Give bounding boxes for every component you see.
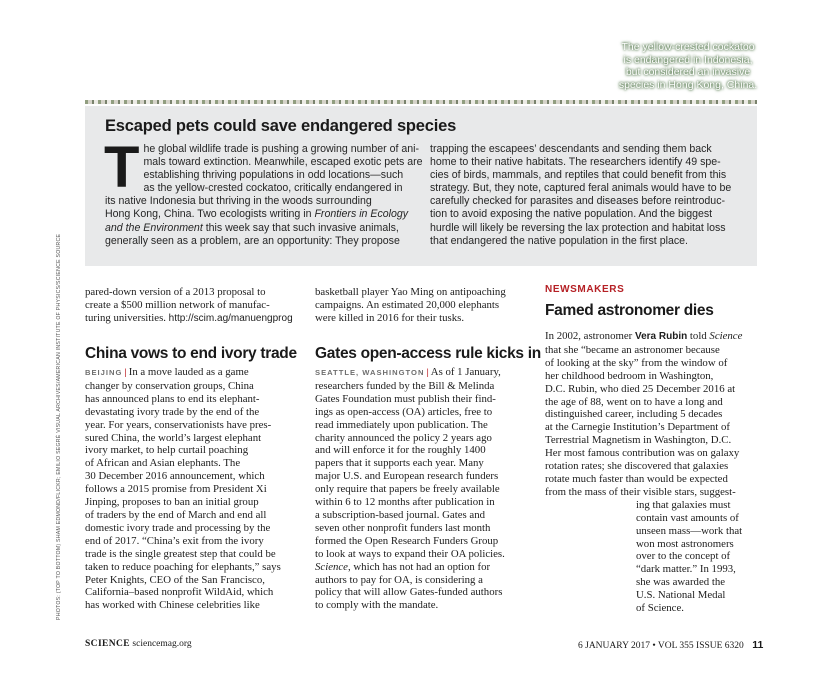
text-line: authors to pay for OA, is considering a (315, 573, 483, 586)
text-line: basketball player Yao Ming on antipoaching (315, 286, 506, 298)
text-line: follows a 2015 promise from President Xi (85, 483, 267, 496)
page-number: 11 (752, 639, 764, 651)
text-line: sured China, the world’s largest elephant (85, 431, 262, 444)
text-line: at the Carnegie Institution’s Department of (545, 421, 730, 434)
article-link[interactable]: http://scim.ag/manuengprog (168, 312, 293, 324)
gates-headline: Gates open-access rule kicks in (315, 345, 541, 362)
text-line: California–based nonprofit WildAid, which (85, 586, 274, 599)
issue-info: 6 JANUARY 2017 • VOL 355 ISSUE 6320 (578, 641, 744, 651)
text-line: devastating ivory trade by the end of the (85, 405, 260, 418)
text-line: its native Indonesia but thriving in the woods surrounding (105, 195, 372, 208)
text-line: has announced plans to end its elephant- (85, 392, 260, 405)
text-line: her childhood bedroom in Washington, (545, 369, 714, 382)
text-line: formed the Open Research Funders Group (315, 534, 499, 547)
text-line (105, 222, 415, 235)
text-line: U.S. National Medal (636, 589, 726, 602)
text-line: to comply with the mandate. (315, 599, 439, 612)
feature-box-column-2 (430, 143, 742, 248)
feature-box-title: Escaped pets could save endangered species (105, 117, 457, 135)
text-line: won most astronomers (636, 537, 734, 550)
column-2-intro (315, 286, 530, 325)
text-line: “dark matter.” In 1993, (636, 563, 736, 576)
text-line: ings as open-access (OA) articles, free to (315, 405, 493, 418)
journal-title: SCIENCE (85, 639, 131, 649)
footer-left (85, 639, 192, 649)
text-line: has worked with Chinese celebrities like (85, 599, 260, 612)
text-line: from the mass of their visible stars, suggest- (545, 485, 736, 498)
dateline-separator: | (426, 367, 429, 377)
text-line: D.C. Rubin, who died 25 December 2016 at (545, 382, 736, 395)
text-line: distinguished career, including 5 decades (545, 408, 723, 421)
text-line: and will enforce it for the roughly 1400 (315, 444, 486, 457)
text-line: of looking at the sky” from the window of (545, 356, 728, 369)
text-line: Jinping, proposes to ban an initial group (85, 496, 259, 509)
journal-name: Science (315, 560, 348, 573)
text-line: create a $500 million network of manufac- (85, 298, 270, 311)
text-line: campaigns. An estimated 20,000 elephants (315, 298, 500, 311)
indented-text (545, 499, 765, 615)
dateline: BEIJING (85, 368, 123, 377)
dateline-separator: | (124, 367, 127, 377)
footer-right (578, 639, 763, 651)
photo-caption (618, 41, 758, 91)
text-line: major U.S. and European research funders (315, 470, 499, 483)
text-line: 30 December 2016 announcement, which (85, 470, 265, 483)
text-line: strategy. But, they note, captured feral animals would have to be (430, 182, 732, 195)
text-line: home to their native habitats. The researchers identify 49 spe- (430, 156, 721, 169)
text-line: ing that galaxies must (636, 498, 731, 511)
text-line: a subscription-based journal. Gates and (315, 508, 486, 521)
photo-credit: PHOTOS: (TOP TO BOTTOM) SHAM EDMOND/FLICKR; EMILIO SEGRÈ VISUAL ARCHIVES/AMERICAN INSTITUTE OF PHYSICS/SCIENCE SOURCE (56, 233, 62, 620)
text-line (315, 561, 530, 574)
rubin-article-body (545, 330, 765, 615)
journal-name: Science (709, 330, 743, 342)
text-line: charity announced the policy 2 years ago (315, 431, 492, 444)
text-run: In a move lauded as a game (128, 366, 249, 378)
text-line: rotation rates; she discovered that galaxies (545, 460, 729, 473)
text-line: establishing thriving populations in odd locations—such (143, 169, 404, 182)
text-line: that she “became an astronomer because (545, 343, 720, 356)
text-line (105, 208, 415, 221)
text-line: were killed in 2016 for their tusks. (315, 311, 465, 324)
text-run: As of 1 January, (430, 366, 501, 378)
text-line: pared-down version of a 2013 proposal to (85, 286, 266, 298)
text-line: of traders by the end of March and end all (85, 508, 267, 521)
text-line: seven other nonprofit funders last month (315, 521, 491, 534)
caption-line: The yellow-crested cockatoo (621, 41, 755, 53)
text-run: In 2002, astronomer (545, 330, 635, 342)
text-line: only require that papers be freely available (315, 483, 500, 496)
text-line: year. For years, conservationists have pres- (85, 418, 272, 431)
gates-article-body (315, 366, 530, 612)
text-line (545, 330, 765, 344)
text-line: Gates Foundation must publish their find- (315, 392, 496, 405)
text-line: unseen mass—work that (636, 524, 743, 537)
ivory-article-body (85, 366, 300, 612)
text-run: Hong Kong, China. Two ecologists writing in (105, 208, 315, 221)
text-line: taken to reduce poaching for elephants,” says (85, 560, 281, 573)
text-line: that endangered the native population in the first place. (430, 234, 688, 247)
text-line: within 6 to 12 months after publication in (315, 496, 495, 509)
caption-line: is endangered in Indonesia, (623, 53, 753, 66)
text-line: end of 2017. “China’s exit from the ivory (85, 534, 264, 547)
text-line: of African and Asian elephants. The (85, 457, 241, 470)
text-line: she was awarded the (636, 576, 726, 589)
text-line: he global wildlife trade is pushing a growing number of ani- (143, 143, 420, 155)
text-run: turing universities. (85, 311, 169, 324)
text-line (85, 366, 300, 380)
cockatoo-photo-edge (85, 100, 757, 104)
text-line: carefully checked for parasites and diseases before reintroduc- (430, 195, 726, 208)
journal-name: Frontiers in Ecology (314, 208, 409, 221)
text-line: the age of 88, went on to have a long and (545, 395, 723, 408)
text-line (85, 312, 300, 326)
text-line: papers that it supports each year. Many (315, 457, 484, 470)
text-line: read immediately upon publication. The (315, 418, 488, 431)
text-line: generally seen as a problem, are an opportunity: They propose (105, 234, 400, 247)
dateline: SEATTLE, WASHINGTON (315, 368, 425, 377)
text-line: trapping the escapees’ descendants and sending them back (430, 143, 712, 155)
caption-line: species in Hong Kong, China. (618, 78, 758, 91)
text-line: mals toward extinction. Meanwhile, escaped exotic pets are (143, 156, 423, 169)
text-line: as the yellow-crested cockatoo, critically endangered in (143, 182, 403, 195)
text-line: to look at ways to expand their OA policies. (315, 547, 505, 560)
text-line: Her most famous contribution was on galaxy (545, 447, 740, 460)
feature-box-column-1 (104, 135, 423, 248)
text-line: changer by conservation groups, China (85, 379, 254, 392)
text-line: tion to avoid exposing the native population. And the biggest (430, 208, 713, 221)
text-line: of Science. (636, 602, 684, 615)
text-run: told (687, 330, 710, 342)
text-run: , which has not had an option for (347, 560, 491, 573)
text-line: Terrestrial Magnetism in Washington, D.C. (545, 434, 732, 447)
text-line: ivory market, to help curtail poaching (85, 444, 249, 457)
ivory-headline: China vows to end ivory trade (85, 345, 297, 362)
text-line: researchers funded by the Bill & Melinda (315, 379, 495, 392)
text-line: contain vast amounts of (636, 511, 739, 524)
text-line: rotate much faster than would be expected (545, 472, 728, 485)
text-line: policy that will allow Gates-funded authors (315, 586, 503, 599)
text-line (315, 366, 530, 380)
text-line: trade is the single greatest step that could be (85, 547, 276, 560)
text-line: cies of birds, mammals, and reptiles that could benefit from this (430, 169, 727, 182)
drop-cap: T (104, 135, 140, 200)
text-line: over to the concept of (636, 550, 731, 563)
column-1-intro (85, 286, 300, 326)
text-line: domestic ivory trade and processing by the (85, 521, 271, 534)
rubin-headline: Famed astronomer dies (545, 302, 714, 319)
section-label: NEWSMAKERS (545, 284, 625, 295)
journal-name: and the Environment (105, 221, 203, 234)
text-line: hurdle will likely be reversing the lax protection and habitat loss (430, 221, 726, 234)
text-line: Peter Knights, CEO of the San Francisco, (85, 573, 265, 586)
person-name: Vera Rubin (634, 331, 688, 342)
website: sciencemag.org (132, 639, 192, 649)
caption-line: but considered an invasive (625, 66, 751, 78)
text-run: this week say that such invasive animals, (202, 221, 399, 234)
